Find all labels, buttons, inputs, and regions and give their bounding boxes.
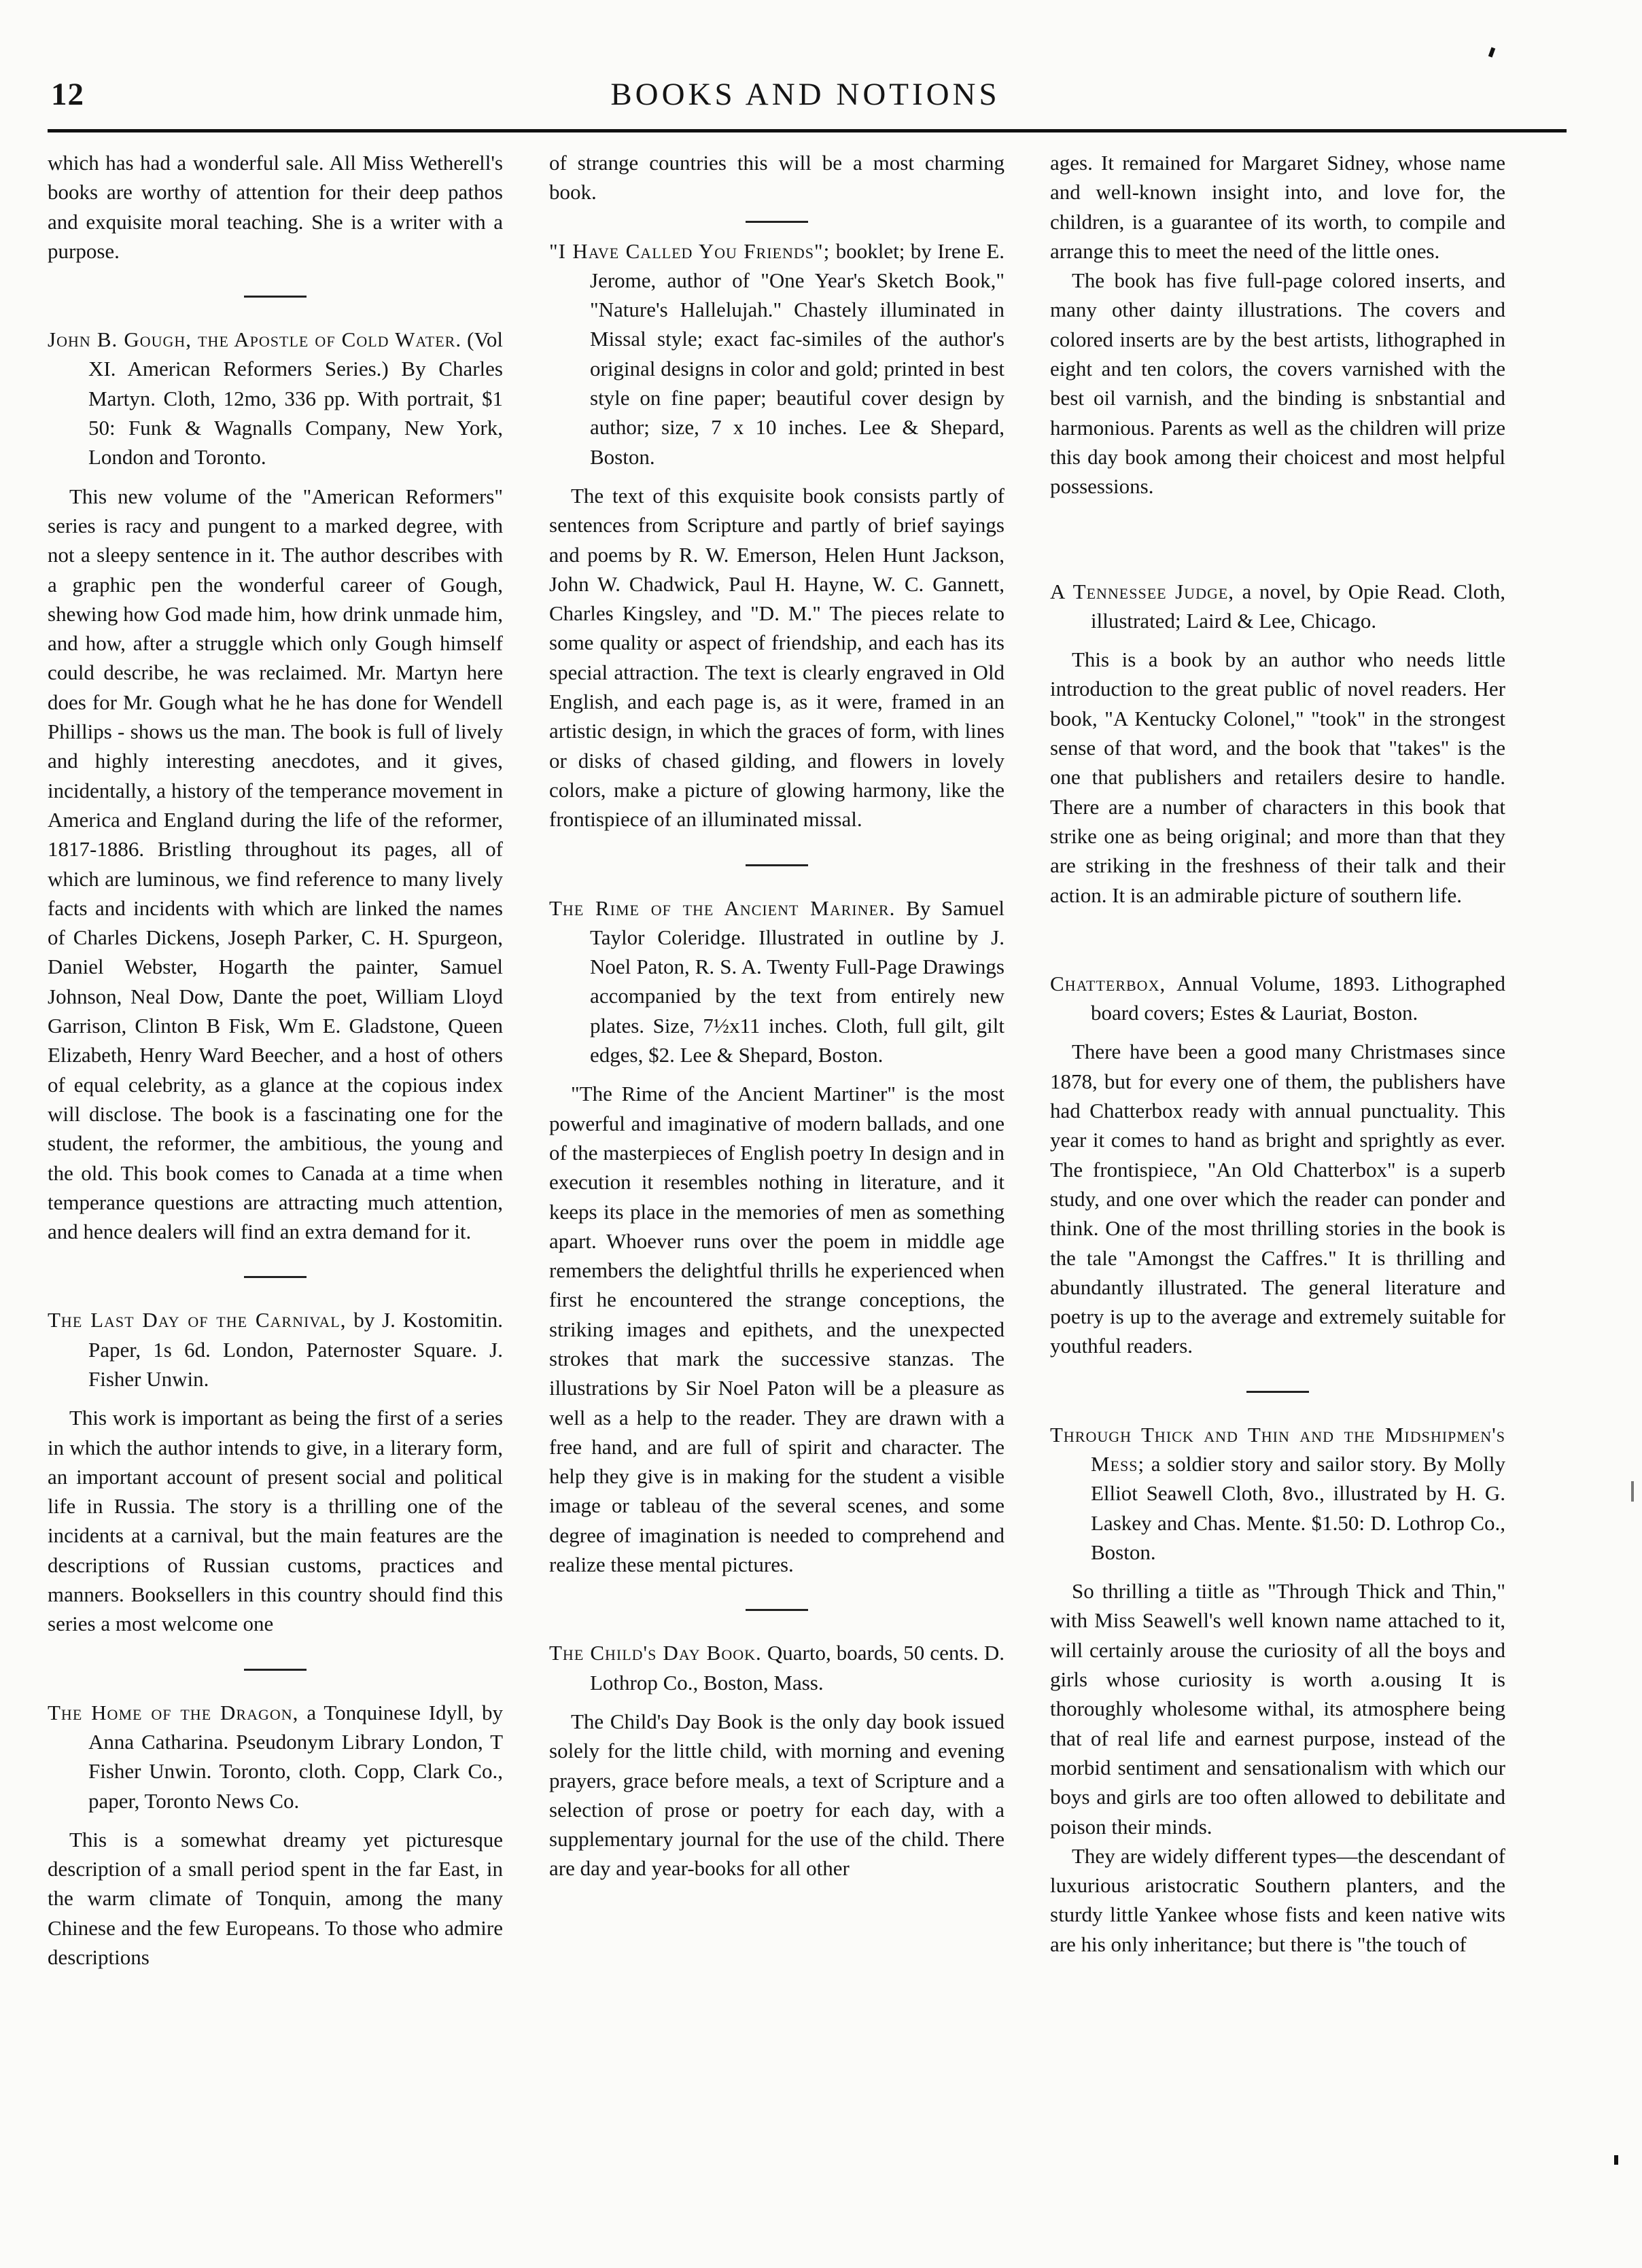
thick-thin-details: a soldier story and sailor story. By Molly Elliot Seawell Cloth, 8vo., illustrated by H. G. Laskey and Chas. Mente. $1.50: D. Lothrop Co., Boston. bbox=[1091, 1451, 1505, 1564]
page-header bbox=[51, 73, 1560, 128]
print-speck bbox=[1631, 1481, 1634, 1502]
column-3 bbox=[1050, 148, 1505, 2227]
childs-day-entry bbox=[549, 1638, 1005, 1697]
separator bbox=[244, 1669, 307, 1671]
judge-title: A Tennessee Judge, bbox=[1050, 579, 1235, 603]
friends-review: The text of this exquisite book consists partly of sentences from Scripture and partly of brief sayings and poems by R. W. Emerson, Helen Hunt Jackson, John W. Chadwick, Paul H. Hayne, W. C. Gannett, Charles Kingsley, and "D. M." The pieces relate to some quality or aspect of friendship, and each has its special attraction. The text is clearly engraved in Old English, and each page is, as it were, framed in an artistic design, in which the graces of form, with lines or disks of chased gilding, and flowers in lovely colors, make a picture of glowing harmony, like the frontispiece of an illuminated missal. bbox=[549, 483, 1005, 832]
carnival-entry bbox=[48, 1305, 503, 1394]
dragon-review: This is a somewhat dreamy yet picturesque description of a small period spent in the far East, in the warm climate of Tonquin, among the many Chinese and the few Europeans. To those who admire descriptions bbox=[48, 1827, 503, 1970]
thick-thin-review: So thrilling a tiitle as "Through Thick and Thin," with Miss Seawell's well known name attached to it, will certainly arouse the curiosity of all the boys and girls whose curiosity is worth a.ousing It is thoroughly wholesome withal, its atmosphere being that of real life and earnest purpose, instead of the morbid sentiment and sensationalism with which our boys and girls are too often allowed to debilitate and poison their minds. bbox=[1050, 1579, 1505, 1839]
thick-thin-entry bbox=[1050, 1420, 1505, 1567]
mariner-entry bbox=[549, 893, 1005, 1070]
childs-day-review: The Child's Day Book is the only day book issued solely for the little child, with morning and evening prayers, grace before meals, a text of Scripture and a selection of prose or poetry for each day, with a supplementary journal for the use of the child. There are day and year-books for all other bbox=[549, 1709, 1005, 1881]
chatterbox-title: Chatterbox, bbox=[1050, 971, 1166, 995]
print-speck bbox=[1488, 47, 1495, 57]
judge-details: a novel, by Opie Read. Cloth, illustrated; Laird & Lee, Chicago. bbox=[1091, 579, 1505, 633]
mariner-details: By Samuel Taylor Coleridge. Illustrated in outline by J. Noel Paton, R. S. A. Twenty Full-Page Drawings accompanied by the text from entirely new plates. Size, 7½x11 inches. Cloth, full gilt, gilt edges, $2. Lee & Shepard, Boston. bbox=[590, 896, 1005, 1067]
chatterbox-review: There have been a good many Christmases since 1878, but for every one of them, the publishers have had Chatterbox ready with annual punctuality. This year it comes to hand as bright and sprightly as ever. The frontispiece, "An Old Chatterbox" is a superb study, and one over which the reader can ponder and think. One of the most thrilling stories in the book is the tale "Amongst the Caffres." It is thrilling and abundantly illustrated. The general literature and poetry is up to the average and extremely suitable for youthful readers. bbox=[1050, 1040, 1505, 1358]
thick-thin-title: Through Thick and Thin and the Midshipmen's Mess; bbox=[1050, 1422, 1505, 1476]
separator bbox=[1246, 1391, 1309, 1393]
friends-title: "I Have Called You Friends"; bbox=[549, 238, 831, 263]
separator bbox=[1246, 542, 1309, 544]
separator bbox=[746, 1609, 808, 1611]
header-rule bbox=[48, 129, 1567, 132]
childs-day-more: The book has five full-page colored inserts, and many other dainty illustrations. The covers and colored inserts are by the best artists, lithographed in eight and ten colors, the covers varnished with the best oil varnish, and the binding is snbstantial and harmonious. Parents as well as the children will prize this day book among their choicest and most helpful possessions. bbox=[1050, 268, 1505, 499]
gough-entry bbox=[48, 325, 503, 472]
running-title: BOOKS AND NOTIONS bbox=[610, 77, 1000, 112]
judge-entry bbox=[1050, 577, 1505, 636]
friends-entry bbox=[549, 236, 1005, 472]
column-1 bbox=[48, 148, 503, 2227]
dragon-tail: of strange countries this will be a most charming book. bbox=[549, 151, 1005, 205]
judge-review: This is a book by an author who needs little introduction to the great public of novel readers. Her book, "A Kentucky Colonel," "took" in the strongest sense of that word, and the book that "takes" is the one that publishers and retailers desire to handle. There are a number of characters in this book that strike one as being original; and more than that they are striking in the freshness of their talk and their action. It is an admirable picture of southern life. bbox=[1050, 648, 1505, 907]
dragon-details: a Tonquinese Idyll, by Anna Catharina. Pseudonym Library London, T Fisher Unwin. Toronto, cloth. Copp, Clark Co., paper, Toronto News Co. bbox=[88, 1700, 503, 1813]
gough-review: This new volume of the "American Reformers" series is racy and pungent to a marked degree, with not a sleepy sentence in it. The author describes with a graphic pen the wonderful career of Gough, shewing how God made him, how drink unmade him, and how, after a struggle which only Gough himself could describe, he was reclaimed. Mr. Martyn here does for Mr. Gough what he he has done for Wendell Phillips - shows us the man. The book is full of lively and highly interesting anecdotes, and it gives, incidentally, a history of the temperance movement in America and England during the life of the reformer, 1817-1886. Bristling throughout its pages, all of which are luminous, we find reference to many lively facts and incidents with which are linked the names of Charles Dickens, Joseph Parker, C. H. Spurgeon, Daniel Webster, Hogarth the painter, Samuel Johnson, Neal Dow, Dante the poet, William Lloyd Garrison, Clinton B Fisk, Wm E. Gladstone, Queen Elizabeth, Henry Ward Beecher, and a host of others of equal celebrity, as a glance at the copious index will disclose. The book is a fascinating one for the student, the reformer, the ambitious, the young and the old. This book comes to Canada at a time when temperance questions are attracting much attention, and hence dealers will find an extra demand for it. bbox=[48, 484, 503, 1244]
dragon-title: The Home of the Dragon, bbox=[48, 1700, 299, 1724]
childs-day-details: Quarto, boards, 50 cents. D. Lothrop Co., Boston, Mass. bbox=[590, 1641, 1005, 1695]
mariner-review: "The Rime of the Ancient Martiner" is the most powerful and imaginative of modern ballads, and one of the masterpieces of English poetry In design and in execution it resembles nothing in literature, and it keeps its place in the memories of men as something apart. Whoever runs over the poem in middle age remembers the delightful thrills he experienced when first he encountered the strange conceptions, the striking images and epithets, and the unexpected strokes that mark the successive stanzas. The illustrations by Sir Noel Paton will be a pleasure as well as a help to the reader. They are drawn with a free hand, and are full of spirit and character. The help they give is in making for the student a visible image or tableau of the several scenes, and some degree of imagination is needed to comprehend and realize these mental pictures. bbox=[549, 1082, 1005, 1577]
childs-day-title: The Child's Day Book. bbox=[549, 1641, 762, 1665]
carnival-review: This work is important as being the first of a series in which the author intends to give, in a literary form, an important account of present social and political life in Russia. The story is a thrilling one of the incidents at a carnival, but the main features are the descriptions of Russian customs, practices and manners. Booksellers in this country should find this series a most welcome one bbox=[48, 1406, 503, 1636]
column-2 bbox=[549, 148, 1005, 2227]
separator bbox=[746, 864, 808, 866]
separator bbox=[244, 296, 307, 298]
chatterbox-details: Annual Volume, 1893. Lithographed board covers; Estes & Lauriat, Boston. bbox=[1091, 971, 1505, 1025]
separator bbox=[1246, 940, 1309, 942]
print-speck bbox=[1614, 2155, 1618, 2165]
carnival-details: by J. Kostomitin. Paper, 1s 6d. London, Paternoster Square. J. Fisher Unwin. bbox=[88, 1308, 503, 1391]
page-number: 12 bbox=[51, 77, 84, 112]
carnival-title: The Last Day of the Carnival, bbox=[48, 1308, 347, 1332]
childs-day-tail: ages. It remained for Margaret Sidney, whose name and well-known insight into, and love for, the children, is a guarantee of its worth, to compile and arrange this to meet the need of the little ones. bbox=[1050, 151, 1505, 263]
chatterbox-entry bbox=[1050, 969, 1505, 1028]
mariner-title: The Rime of the Ancient Mariner. bbox=[549, 896, 896, 920]
gough-details: (Vol XI. American Reformers Series.) By Charles Martyn. Cloth, 12mo, 336 pp. With portrait, $1 50: Funk & Wagnalls Company, New York, London and Toronto. bbox=[88, 327, 503, 469]
dragon-entry bbox=[48, 1698, 503, 1815]
thick-thin-review-cont: They are widely different types—the descendant of luxurious aristocratic Southern planters, and the sturdy little Yankee whose fists and keen native wits are his only inheritance; but there is "the touch of bbox=[1050, 1843, 1505, 1956]
intro-tail: which has had a wonderful sale. All Miss Wetherell's books are worthy of attention for their deep pathos and exquisite moral teaching. She is a writer with a purpose. bbox=[48, 151, 503, 263]
separator bbox=[746, 221, 808, 223]
gough-title: John B. Gough, the Apostle of Cold Water. bbox=[48, 327, 462, 352]
friends-details: booklet; by Irene E. Jerome, author of "One Year's Sketch Book," "Nature's Hallelujah." Chastely illuminated in Missal style; exact fac-similes of the author's original designs in color and gold; printed in best style on fine paper; beautiful cover design by author; size, 7 x 10 inches. Lee & Shepard, Boston. bbox=[590, 238, 1005, 469]
separator bbox=[244, 1276, 307, 1278]
